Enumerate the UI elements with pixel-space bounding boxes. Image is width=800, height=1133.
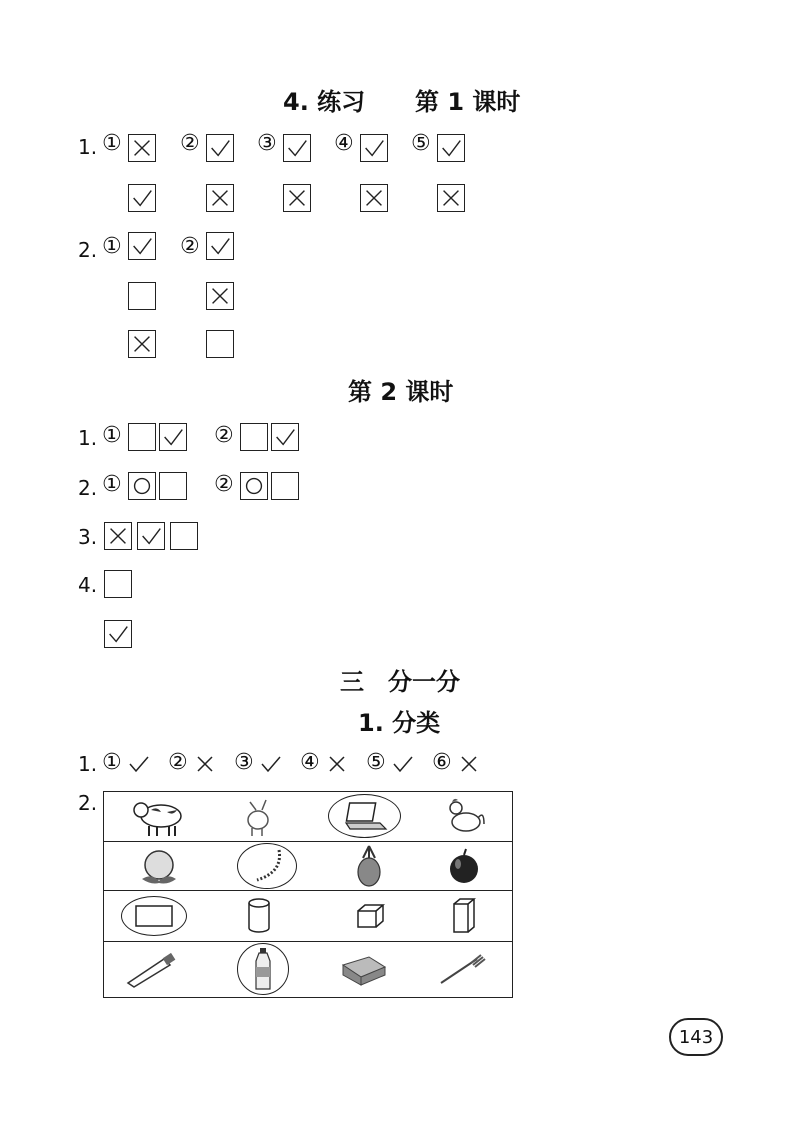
answer-box[interactable]	[360, 134, 388, 162]
item-number: ⑥	[432, 750, 452, 775]
check-mark-icon	[128, 753, 150, 775]
answer-box[interactable]	[128, 232, 156, 260]
cube-shape	[354, 895, 388, 937]
q-label: 4.	[78, 573, 98, 597]
item-number: ①	[102, 131, 122, 156]
cylinder-shape	[244, 895, 274, 937]
peach-image	[124, 843, 194, 889]
unit-title: 三 分一分	[340, 668, 460, 696]
item-number: ②	[180, 131, 200, 156]
item-number: ①	[102, 423, 122, 448]
classification-table	[103, 791, 513, 998]
pineapple-image	[344, 843, 394, 889]
banana-image	[242, 845, 292, 887]
cuboid-shape	[450, 895, 478, 937]
item-number: ④	[300, 750, 320, 775]
toothbrush-image	[434, 945, 490, 993]
q-label: 2.	[78, 476, 98, 500]
answer-box[interactable]	[128, 472, 156, 500]
answer-box[interactable]	[104, 620, 132, 648]
towel-image	[336, 945, 392, 993]
answer-box[interactable]	[104, 522, 132, 550]
item-number: ⑤	[366, 750, 386, 775]
toothpaste-image	[122, 945, 182, 993]
item-number: ⑤	[411, 131, 431, 156]
answer-box[interactable]	[128, 184, 156, 212]
item-number: ③	[234, 750, 254, 775]
unit-subtitle: 1. 分类	[358, 709, 441, 737]
water-bottle-image	[244, 946, 282, 992]
q-label: 1.	[78, 752, 98, 776]
item-number: ②	[214, 472, 234, 497]
answer-box[interactable]	[283, 184, 311, 212]
lesson2-title: 第 2 课时	[348, 378, 454, 406]
q-label: 1.	[78, 426, 98, 450]
q-label: 3.	[78, 525, 98, 549]
answer-box[interactable]	[437, 184, 465, 212]
lesson1-title: 第 1 课时	[415, 88, 521, 116]
item-number: ④	[334, 131, 354, 156]
answer-box[interactable]	[206, 184, 234, 212]
answer-box[interactable]	[240, 423, 268, 451]
check-mark-icon	[392, 753, 414, 775]
cross-mark-icon	[194, 753, 216, 775]
answer-box[interactable]	[206, 134, 234, 162]
rectangle-shape	[132, 902, 176, 930]
answer-box[interactable]	[128, 282, 156, 310]
item-number: ②	[180, 234, 200, 259]
rooster-image	[434, 794, 494, 840]
laptop-image	[332, 796, 398, 836]
cow-image	[124, 794, 194, 840]
answer-box[interactable]	[137, 522, 165, 550]
q-label: 1.	[78, 135, 98, 159]
section-title: 4. 练习	[283, 88, 366, 116]
answer-box[interactable]	[360, 184, 388, 212]
check-mark-icon	[260, 753, 282, 775]
answer-box[interactable]	[159, 423, 187, 451]
answer-box[interactable]	[206, 232, 234, 260]
page-number: 143	[669, 1018, 723, 1056]
answer-box[interactable]	[240, 472, 268, 500]
apple-image	[439, 843, 489, 889]
answer-box[interactable]	[128, 134, 156, 162]
goat-image	[229, 794, 289, 840]
item-number: ②	[214, 423, 234, 448]
answer-box[interactable]	[128, 423, 156, 451]
answer-box[interactable]	[128, 330, 156, 358]
cross-mark-icon	[458, 753, 480, 775]
answer-box[interactable]	[271, 423, 299, 451]
item-number: ①	[102, 750, 122, 775]
q-label: 2.	[78, 238, 98, 262]
q-label: 2.	[78, 791, 98, 815]
item-number: ③	[257, 131, 277, 156]
answer-box[interactable]	[104, 570, 132, 598]
item-number: ①	[102, 472, 122, 497]
answer-box[interactable]	[159, 472, 187, 500]
answer-box[interactable]	[170, 522, 198, 550]
answer-box[interactable]	[283, 134, 311, 162]
item-number: ①	[102, 234, 122, 259]
answer-box[interactable]	[206, 282, 234, 310]
answer-box[interactable]	[206, 330, 234, 358]
item-number: ②	[168, 750, 188, 775]
answer-box[interactable]	[271, 472, 299, 500]
cross-mark-icon	[326, 753, 348, 775]
answer-box[interactable]	[437, 134, 465, 162]
